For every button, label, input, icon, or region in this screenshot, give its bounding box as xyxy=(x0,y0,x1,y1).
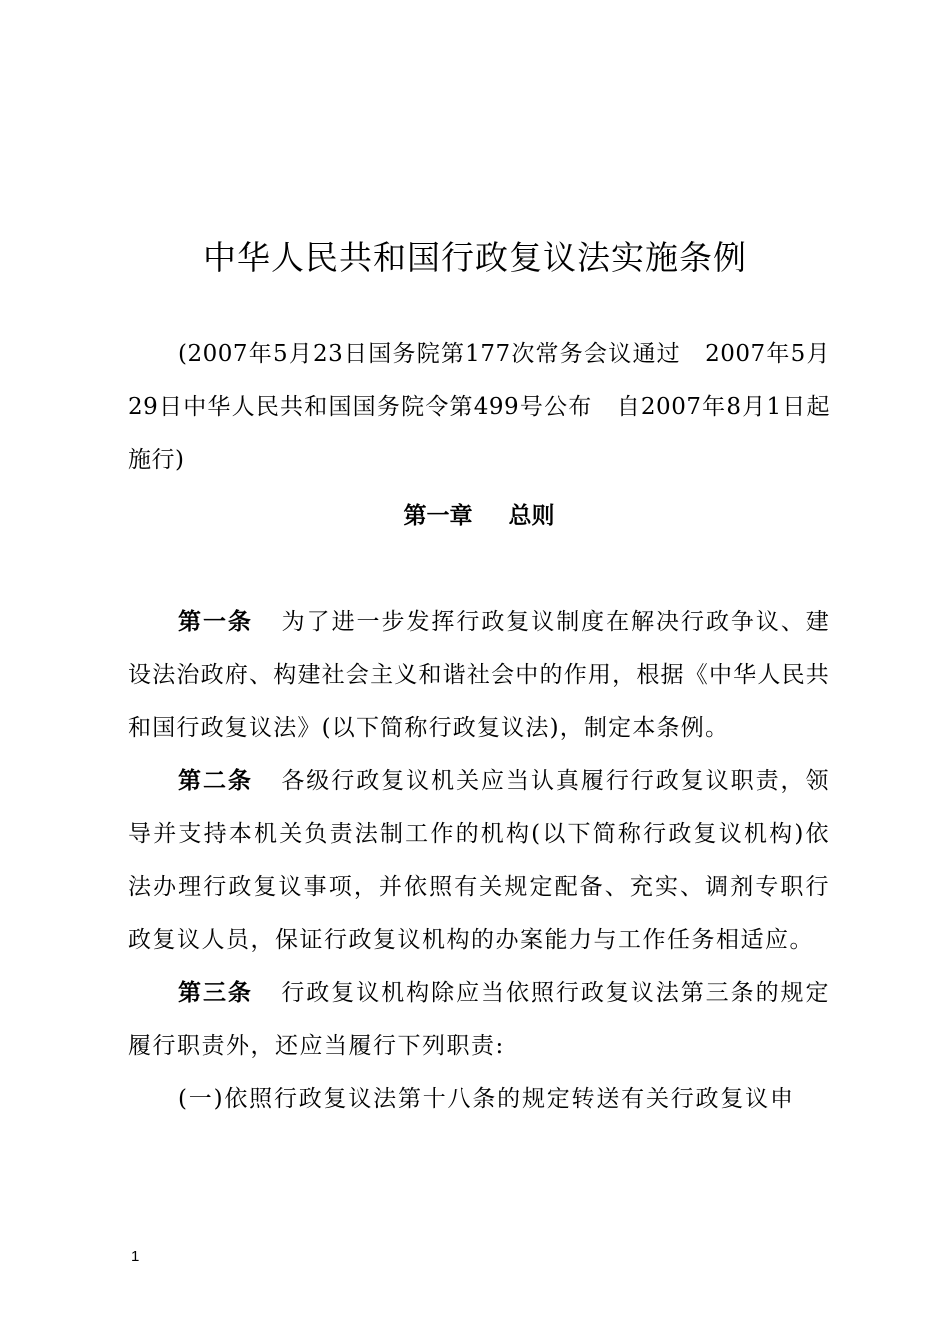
chapter-number: 第一章 xyxy=(403,503,473,529)
page-number: 1 xyxy=(131,1248,140,1265)
article-3 xyxy=(128,967,830,1073)
document-body xyxy=(128,328,830,1126)
article-2-label: 第二条 xyxy=(178,768,253,794)
article-2 xyxy=(128,755,830,967)
chapter-name: 总则 xyxy=(508,503,555,529)
article-3-label: 第三条 xyxy=(178,980,253,1006)
adoption-note: (2007年5月23日国务院第177次常务会议通过 2007年5月29日中华人民共和国国务院令第499号公布 自2007年8月1日起施行) xyxy=(128,341,830,473)
article-3-text: 行政复议机构除应当依照行政复议法第三条的规定履行职责外，还应当履行下列职责: xyxy=(128,980,831,1059)
article-1-label: 第一条 xyxy=(178,609,253,635)
chapter-heading xyxy=(128,490,830,543)
list-item-1: (一)依照行政复议法第十八条的规定转送有关行政复议申 xyxy=(178,1086,795,1112)
article-1 xyxy=(128,596,830,755)
article-1-text: 为了进一步发挥行政复议制度在解决行政争议、建设法治政府、构建社会主义和谐社会中的作用，根据《中华人民共和国行政复议法》(以下简称行政复议法)，制定本条例。 xyxy=(128,609,830,741)
article-2-text: 各级行政复议机关应当认真履行行政复议职责，领导并支持本机关负责法制工作的机构(以下简称行政复议机构)依法办理行政复议事项，并依照有关规定配备、充实、调剂专职行政复议人员，保证行政复议机构的办案能力与工作任务相适应。 xyxy=(128,768,831,953)
document-title: 中华人民共和国行政复议法实施条例 xyxy=(203,238,747,277)
